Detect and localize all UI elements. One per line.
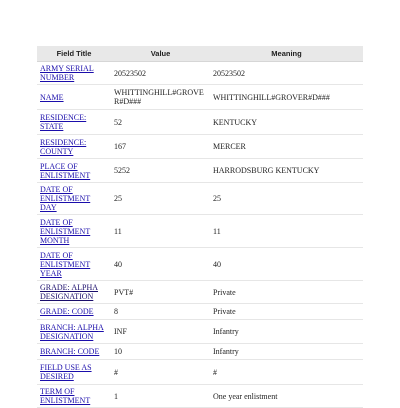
table-row	[37, 62, 363, 85]
meaning-cell: Infantry	[210, 320, 363, 344]
records-table	[37, 46, 363, 408]
value-cell: INF	[111, 320, 210, 344]
value-cell: 52	[111, 110, 210, 135]
table-body	[37, 62, 363, 408]
field-title-link[interactable]: BRANCH: ALPHA DESIGNATION	[40, 322, 104, 341]
column-header-field-title: Field Title	[37, 46, 111, 62]
value-cell: 10	[111, 344, 210, 360]
value-cell: 40	[111, 248, 210, 281]
value-cell: PVT#	[111, 281, 210, 304]
field-title-cell	[37, 159, 111, 183]
field-title-link[interactable]: NAME	[40, 92, 64, 102]
value-cell: 20523502	[111, 62, 210, 85]
field-title-link[interactable]: GRADE: CODE	[40, 307, 94, 316]
table-row	[37, 281, 363, 304]
column-header-meaning: Meaning	[210, 46, 363, 62]
meaning-cell: Private	[210, 304, 363, 320]
field-title-cell	[37, 110, 111, 135]
field-title-cell	[37, 85, 111, 110]
meaning-cell: Infantry	[210, 344, 363, 360]
meaning-cell: 20523502	[210, 62, 363, 85]
field-title-link[interactable]: RESIDENCE: COUNTY	[40, 137, 87, 156]
field-title-link[interactable]: ARMY SERIAL NUMBER	[40, 64, 94, 82]
field-title-link[interactable]: FIELD USE AS DESIRED	[40, 363, 92, 381]
field-title-link[interactable]: BRANCH: CODE	[40, 347, 100, 356]
field-title-cell	[37, 360, 111, 385]
value-cell: 167	[111, 135, 210, 159]
meaning-cell: 11	[210, 215, 363, 248]
header-row	[37, 46, 363, 62]
table-row	[37, 360, 363, 385]
field-title-cell	[37, 215, 111, 248]
value-cell: 5252	[111, 159, 210, 183]
value-cell: WHITTINGHILL#GROVER#D###	[111, 85, 210, 110]
value-cell: 25	[111, 183, 210, 215]
value-cell: 8	[111, 304, 210, 320]
meaning-cell: KENTUCKY	[210, 110, 363, 135]
field-title-cell	[37, 62, 111, 85]
field-title-link[interactable]: RESIDENCE: STATE	[40, 113, 87, 131]
field-title-cell	[37, 385, 111, 408]
table-row	[37, 135, 363, 159]
meaning-cell: Private	[210, 281, 363, 304]
field-title-cell	[37, 183, 111, 215]
meaning-cell: HARRODSBURG KENTUCKY	[210, 159, 363, 183]
table-row	[37, 344, 363, 360]
field-title-link[interactable]: GRADE: ALPHA DESIGNATION	[40, 283, 99, 301]
field-title-link[interactable]: PLACE OF ENLISTMENT	[40, 161, 91, 180]
table-row	[37, 248, 363, 281]
meaning-cell: #	[210, 360, 363, 385]
table-row	[37, 385, 363, 408]
meaning-cell: 40	[210, 248, 363, 281]
field-title-cell	[37, 344, 111, 360]
meaning-cell: One year enlistment	[210, 385, 363, 408]
table-row	[37, 159, 363, 183]
column-header-value: Value	[111, 46, 210, 62]
field-title-cell	[37, 135, 111, 159]
meaning-cell: 25	[210, 183, 363, 215]
field-title-link[interactable]: DATE OF ENLISTMENT YEAR	[40, 250, 91, 278]
field-title-link[interactable]: DATE OF ENLISTMENT MONTH	[40, 217, 91, 245]
table-row	[37, 110, 363, 135]
table-row	[37, 183, 363, 215]
table-row	[37, 215, 363, 248]
field-title-cell	[37, 320, 111, 344]
field-title-link[interactable]: DATE OF ENLISTMENT DAY	[40, 185, 91, 212]
field-title-cell	[37, 304, 111, 320]
field-title-link[interactable]: TERM OF ENLISTMENT	[40, 387, 91, 405]
field-title-cell	[37, 248, 111, 281]
table-header	[37, 46, 363, 62]
value-cell: 1	[111, 385, 210, 408]
table-row	[37, 85, 363, 110]
table-row	[37, 304, 363, 320]
meaning-cell: WHITTINGHILL#GROVER#D###	[210, 85, 363, 110]
value-cell: #	[111, 360, 210, 385]
value-cell: 11	[111, 215, 210, 248]
field-title-cell	[37, 281, 111, 304]
meaning-cell: MERCER	[210, 135, 363, 159]
table-row	[37, 320, 363, 344]
